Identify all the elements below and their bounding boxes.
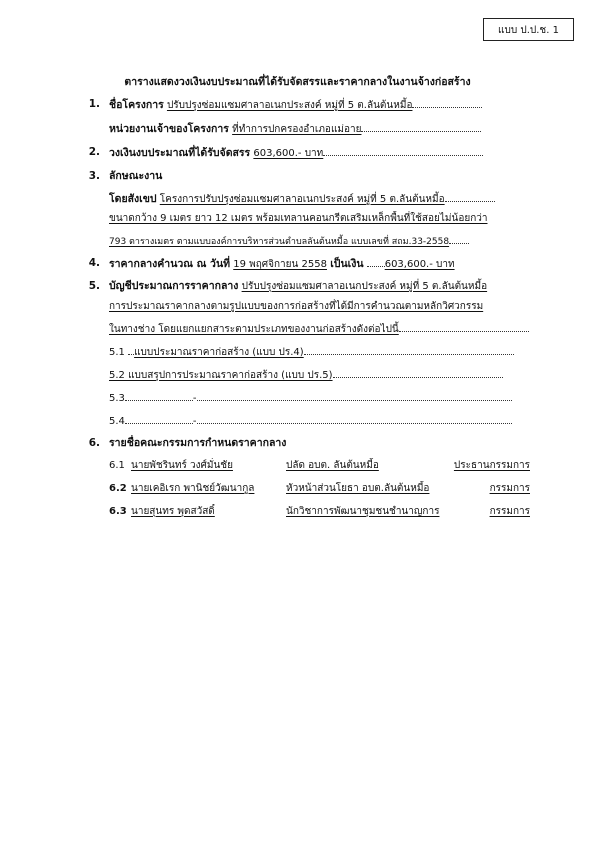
summary-row-1 [109, 190, 529, 206]
summary-row-2 [109, 211, 529, 227]
price-money-label: เป็นเงิน [330, 258, 364, 270]
summary-row-3 [109, 232, 529, 248]
dotted-leader [333, 366, 503, 378]
budget-row [109, 144, 529, 160]
committee-1-name-cell [131, 458, 281, 474]
committee-3-name: นายสุนทร พุดสวัสดิ์ [131, 506, 215, 517]
dotted-leader [412, 96, 482, 108]
committee-1-name: นายพัชรินทร์ วงศ์มั่นชัย [131, 460, 233, 471]
project-value: ปรับปรุงซ่อมแซมศาลาอเนกประสงค์ หมู่ที่ 5 ต.ลันต้นหมี้อ [166, 100, 413, 111]
sub-item-5-3 [109, 389, 529, 405]
committee-2-role-cell [455, 481, 530, 497]
page-title: ตารางแสดงวงเงินงบประมาณที่ได้รับจัดสรรและราคากลางในงานจ้างก่อสร้าง [124, 76, 471, 88]
summary-label: โดยสังเขป [109, 193, 157, 205]
committee-2-position: หัวหน้าส่วนโยธา อบต.ลันต้นหมี้อ [286, 483, 430, 494]
bom-row-1 [109, 278, 534, 294]
sub-item-5-2-text: 5.2 แบบสรุปการประมาณราคาก่อสร้าง (แบบ ปร.5) [109, 370, 333, 381]
sub-item-5-4 [109, 412, 529, 428]
item-number-6: 6. [88, 437, 100, 449]
bom-row-2 [109, 299, 534, 315]
bom-label: บัญชีประมาณการราคากลาง [109, 280, 239, 292]
bom-line-1: ปรับปรุงซ่อมแซมศาลาอเนกประสงค์ หมู่ที่ 5 ต.ลันต้นหมี้อ [241, 281, 488, 292]
price-label: ราคากลางคำนวณ ณ วันที่ [109, 258, 231, 270]
committee-label: รายชื่อคณะกรรมการกำหนดราคากลาง [109, 437, 287, 449]
bom-line-3: ในทางช่าง โดยแยกแยกสาระตามประเภทของงานก่อสร้างดังต่อไปนี้ [109, 324, 399, 335]
sub-item-5-1-text: แบบประมาณราคาก่อสร้าง (แบบ ปร.4) [134, 347, 304, 358]
dotted-leader [197, 412, 512, 424]
agency-value: ที่ทำการปกครองอำเภอแม่อาย [232, 124, 362, 135]
committee-2-name-cell [131, 481, 281, 497]
price-date: 19 พฤศจิกายน 2558 [233, 259, 327, 270]
form-code: แบบ ป.ป.ช. 1 [498, 25, 559, 36]
work-heading [109, 168, 409, 184]
agency-row [109, 120, 529, 136]
project-row [109, 96, 529, 112]
item-number-5: 5. [88, 280, 100, 292]
sub-item-5-4-number: 5.4 [109, 416, 125, 427]
summary-line-2: ขนาดกว้าง 9 เมตร ยาว 12 เมตร พร้อมเทลานคอนกรีตเสริมเหล็กพื้นที่ใช้สอยไม่น้อยกว่า [109, 213, 488, 224]
committee-3-number: 6.3 [109, 506, 127, 517]
item-number-2: 2. [88, 146, 100, 158]
committee-3-position-cell [286, 504, 451, 520]
sub-item-5-4-dash: - [192, 416, 197, 427]
summary-line-3: 793 ตารางเมตร ตามแบบองค์การบริหารส่วนตำบลลันต้นหมี้อ แบบเลขที่ สถม.33-2558 [109, 237, 450, 247]
dotted-leader [449, 232, 469, 244]
dotted-leader [304, 343, 514, 355]
dotted-leader [125, 389, 193, 401]
form-code-box [483, 18, 574, 41]
sub-item-5-2 [109, 366, 529, 382]
committee-heading [109, 435, 529, 451]
item-number-4: 4. [88, 257, 100, 269]
committee-3-name-cell [131, 504, 281, 520]
summary-line-1: โครงการปรับปรุงซ่อมแซมศาลาอเนกประสงค์ หมู่ที่ 5 ต.ลันต้นหมี้อ [159, 194, 445, 205]
bom-line-2: การประมาณราคากลางตามรูปแบบของการก่อสร้างที่ได้มีการคำนวณตามหลักวิศวกรรม [109, 301, 484, 312]
committee-3-role-cell [455, 504, 530, 520]
bom-row-3 [109, 320, 529, 336]
dotted-leader [399, 320, 529, 332]
dotted-leader [125, 412, 193, 424]
committee-1-position-cell [286, 458, 436, 474]
agency-label: หน่วยงานเจ้าของโครงการ [109, 123, 229, 135]
sub-item-5-3-number: 5.3 [109, 393, 125, 404]
price-row [109, 255, 529, 271]
committee-1-number: 6.1 [109, 460, 125, 471]
committee-3-position: นักวิชาการพัฒนาชุมชนชำนาญการ [286, 506, 440, 517]
dotted-leader [367, 255, 385, 267]
sub-item-5-3-dash: - [192, 393, 197, 404]
price-value: 603,600.- บาท [384, 259, 455, 270]
dotted-leader [197, 389, 512, 401]
budget-value: 603,600.- บาท [253, 148, 324, 159]
committee-1-position: ปลัด อบต. ลันต้นหมี้อ [286, 460, 379, 471]
item-number-3: 3. [88, 170, 100, 182]
committee-3-role: กรรมการ [489, 506, 530, 517]
work-label: ลักษณะงาน [109, 170, 163, 182]
sub-item-5-1-number: 5.1 [109, 347, 125, 358]
committee-1-role: ประธานกรรมการ [453, 460, 530, 471]
project-label: ชื่อโครงการ [109, 99, 164, 111]
dotted-leader [361, 120, 481, 132]
committee-2-name: นายเคอิเรก พานิชย์วัฒนากูล [131, 483, 255, 494]
dotted-leader [445, 190, 495, 202]
committee-2-position-cell [286, 481, 451, 497]
committee-2-role: กรรมการ [489, 483, 530, 494]
budget-label: วงเงินงบประมาณที่ได้รับจัดสรร [109, 147, 251, 159]
sub-item-5-1 [109, 343, 529, 359]
committee-1-role-cell [445, 458, 530, 474]
item-number-1: 1. [88, 98, 100, 110]
dotted-leader [323, 144, 483, 156]
committee-2-number: 6.2 [109, 483, 127, 494]
